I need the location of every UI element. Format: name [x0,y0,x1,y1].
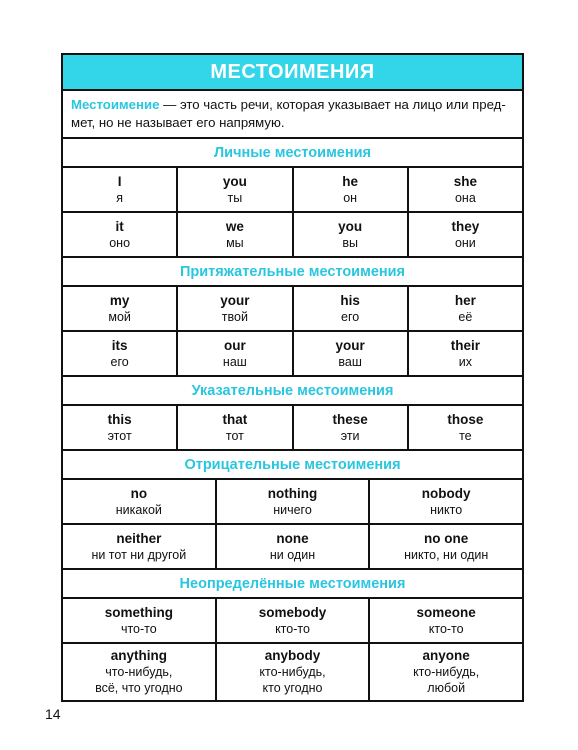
pronoun-english: their [450,337,480,353]
pronoun-cell [409,332,522,375]
pronoun-english: something [104,604,173,620]
pronoun-english: anything [110,648,167,663]
pronoun-cell [370,525,522,568]
pronoun-english: somebody [258,604,327,620]
pronoun-english: it [115,218,124,234]
pronoun-english: someone [416,604,476,620]
pronoun-russian: ничего [273,502,312,517]
definition-term: Местоимение [71,97,160,112]
pronoun-cell [409,213,522,256]
pronoun-cell [294,168,409,211]
pronoun-russian: его [341,309,360,324]
pronoun-english: we [225,218,244,234]
pronoun-cell [409,287,522,330]
pronoun-english: your [220,292,250,308]
pronoun-english: you [338,218,363,234]
pronoun-russian: кто-нибудь, кто угодно [259,665,326,695]
pronoun-english: his [340,292,360,308]
pronoun-russian: ваш [338,354,362,369]
pronoun-russian: ты [227,190,243,205]
pronoun-cell [63,599,217,642]
pronoun-english: anybody [264,648,321,663]
pronoun-cell [409,406,522,449]
pronoun-cell [217,599,371,642]
section-heading: Неопределённые местоимения [63,570,522,599]
table-row [63,525,522,570]
pronoun-english: this [107,411,132,427]
table-row [63,213,522,258]
section-heading: Притяжательные местоимения [63,258,522,287]
section-heading: Личные местоимения [63,139,522,168]
pronoun-russian: ни один [269,547,316,562]
table-row [63,406,522,451]
pronoun-russian: наш [222,354,247,369]
pronoun-cell [63,406,178,449]
pronoun-cell [178,406,293,449]
pronoun-cell [370,644,522,700]
pronoun-english: none [276,530,309,546]
pronoun-russian: я [116,190,124,205]
pronoun-cell [178,168,293,211]
pronoun-russian: она [454,190,476,205]
pronoun-cell [217,644,371,700]
pronoun-cell [63,644,217,700]
table-row [63,168,522,213]
pronoun-english: they [451,218,480,234]
pronoun-english: no [130,485,148,501]
pronoun-russian: что-нибудь, всё, что угодно [95,665,183,695]
pronoun-cell [294,287,409,330]
table-row [63,644,522,700]
pronoun-english: anyone [422,648,470,663]
pronoun-cell [217,480,371,523]
pronoun-cell [63,213,178,256]
pronoun-english: those [447,411,484,427]
pronoun-russian: кто-нибудь, любой [413,665,480,695]
pronoun-cell [63,287,178,330]
pronoun-russian: ни тот ни другой [91,547,187,562]
pronoun-english: you [222,173,247,189]
pronoun-russian: что-то [120,621,157,636]
pronoun-english: that [222,411,248,427]
pronoun-english: my [109,292,130,308]
pronoun-russian: тот [225,428,244,443]
pronoun-cell [294,213,409,256]
pronoun-russian: никто, ни один [404,547,489,562]
pronoun-russian: вы [342,235,358,250]
pronoun-cell [217,525,371,568]
pronoun-russian: те [459,428,472,443]
pronoun-cell [294,332,409,375]
pronoun-cell [178,287,293,330]
pronoun-english: its [111,337,128,353]
pronoun-russian: кто-то [428,621,464,636]
pronoun-russian: кто-то [275,621,310,636]
sections-container [63,139,522,700]
pronoun-english: she [453,173,477,189]
pronouns-table [61,53,524,702]
pronoun-russian: эти [340,428,360,443]
page-number: 14 [45,706,61,722]
pronoun-english: your [335,337,365,353]
table-row [63,332,522,377]
pronoun-english: her [454,292,476,308]
pronoun-russian: он [343,190,358,205]
table-row [63,599,522,644]
pronoun-cell [409,168,522,211]
pronoun-english: nothing [267,485,318,501]
definition-text [63,91,522,139]
pronoun-english: neither [116,530,162,546]
pronoun-russian: его [110,354,129,369]
pronoun-cell [178,213,293,256]
table-row [63,287,522,332]
pronoun-russian: её [458,309,473,324]
pronoun-cell [294,406,409,449]
pronoun-russian: мы [226,235,244,250]
pronoun-english: our [224,337,246,353]
pronoun-russian: твой [221,309,248,324]
pronoun-russian: мой [108,309,131,324]
pronoun-russian: никто [430,502,463,517]
pronoun-cell [370,480,522,523]
pronoun-cell [63,168,178,211]
pronoun-english: no one [424,530,469,546]
pronoun-russian: никакой [115,502,162,517]
pronoun-cell [63,332,178,375]
pronoun-english: he [342,173,358,189]
definition-body: — это часть речи, которая указывает на лицо или пред- мет, но не называет его напрямую. [71,97,506,130]
pronoun-russian: оно [109,235,131,250]
pronoun-cell [63,525,217,568]
section-heading: Указательные местоимения [63,377,522,406]
pronoun-cell [370,599,522,642]
section-heading: Отрицательные местоимения [63,451,522,480]
pronoun-russian: их [458,354,472,369]
table-row [63,480,522,525]
table-title: МЕСТОИМЕНИЯ [63,55,522,91]
pronoun-english: these [332,411,368,427]
pronoun-cell [178,332,293,375]
pronoun-english: I [117,173,122,189]
pronoun-russian: они [454,235,476,250]
pronoun-english: nobody [421,485,471,501]
pronoun-russian: этот [107,428,132,443]
pronoun-cell [63,480,217,523]
